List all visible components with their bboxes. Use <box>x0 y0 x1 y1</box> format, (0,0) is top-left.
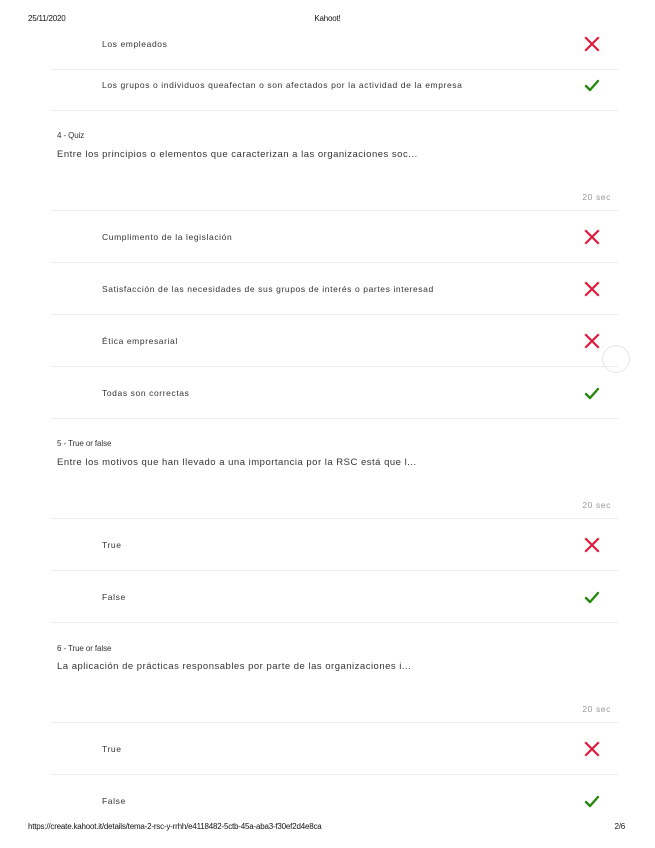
question-text: Entre los motivos que han llevado a una importancia por la RSC está que l... <box>57 457 417 468</box>
answer-row <box>51 59 618 111</box>
check-icon <box>584 77 600 93</box>
cross-icon <box>584 229 600 245</box>
answer-label: False <box>102 592 126 602</box>
question-time: 20 sec <box>582 704 611 714</box>
answer-label: Satisfacción de las necesidades de sus grupos de interés o partes interesad <box>102 284 434 294</box>
question-type: 5 - True or false <box>57 439 112 448</box>
question-type: 4 - Quiz <box>57 131 85 140</box>
answer-row <box>51 315 618 367</box>
answer-label: True <box>102 540 122 550</box>
question-text: Entre los principios o elementos que caracterizan a las organizaciones soc... <box>57 149 418 160</box>
question-type: 6 - True or false <box>57 644 112 653</box>
cross-icon <box>584 537 600 553</box>
answer-label: Los grupos o individuos queafectan o son afectados por la actividad de la empresa <box>102 80 463 90</box>
answer-label: Ética empresarial <box>102 336 178 346</box>
question-time: 20 sec <box>582 192 611 202</box>
answer-label: True <box>102 744 122 754</box>
answer-row <box>51 519 618 571</box>
print-footer <box>0 822 655 836</box>
answer-row <box>51 775 618 827</box>
answer-row <box>51 211 618 263</box>
print-date: 25/11/2020 <box>28 14 66 23</box>
print-page-number: 2/6 <box>614 822 625 831</box>
cross-icon <box>584 281 600 297</box>
answer-label: Todas son correctas <box>102 388 190 398</box>
print-url: https://create.kahoot.it/details/tema-2-rsc-y-rrhh/e4118482-5ctb-45a-aba3-f30ef2d4e8ca <box>28 822 322 831</box>
question-text: La aplicación de prácticas responsables por parte de las organizaciones i... <box>57 661 412 672</box>
question-time: 20 sec <box>582 500 611 510</box>
answer-row <box>51 367 618 419</box>
answer-label: False <box>102 796 126 806</box>
answer-label: Cumplimento de la legislación <box>102 232 233 242</box>
answer-label: Los empleados <box>102 39 168 49</box>
answer-row <box>51 571 618 623</box>
answer-row <box>51 723 618 775</box>
answer-row <box>51 263 618 315</box>
cross-icon <box>584 741 600 757</box>
loading-spinner-icon <box>602 345 630 373</box>
check-icon <box>584 793 600 809</box>
cross-icon <box>584 333 600 349</box>
cross-icon <box>584 36 600 52</box>
print-title: Kahoot! <box>314 14 341 23</box>
check-icon <box>584 385 600 401</box>
check-icon <box>584 589 600 605</box>
